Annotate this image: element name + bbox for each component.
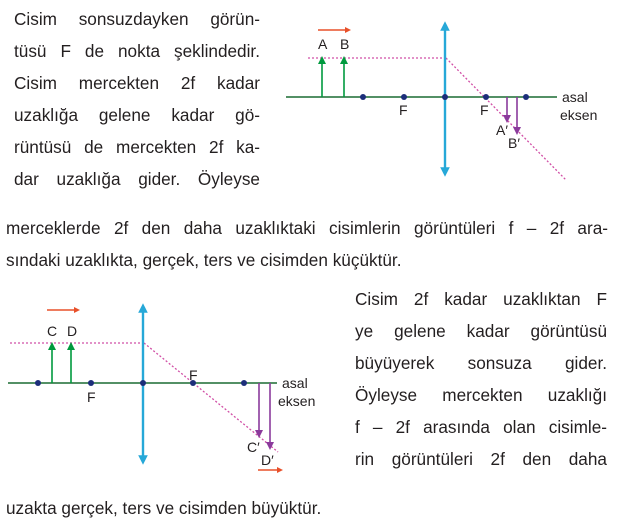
text-line: tüsü F de nokta şeklindedir. xyxy=(14,41,260,61)
point-2f-right xyxy=(241,380,247,386)
object-label-a: A xyxy=(318,36,328,52)
text-line: Cisim mercekten 2f kadar xyxy=(14,73,260,93)
text-line: rin görüntüleri 2f den daha xyxy=(355,449,607,469)
text-line: merceklerde 2f den daha uzaklıktaki cisimlerin görüntüleri f – 2f ara- xyxy=(6,218,608,238)
text-line: ye gelene kadar görüntüsü xyxy=(355,321,607,341)
text-line: sındaki uzaklıkta, gerçek, ters ve cisimden küçüktür. xyxy=(6,250,402,270)
text-line: uzaklığa gelene kadar gö- xyxy=(14,105,260,125)
diagram-2 xyxy=(8,308,315,470)
text-line: f – 2f arasında olan cisimle- xyxy=(355,417,607,437)
image-label-c: C′ xyxy=(247,439,260,455)
text-line: Cisim sonsuzdayken görün- xyxy=(14,9,260,29)
image-label-b: B′ xyxy=(508,135,520,151)
lens-center xyxy=(442,94,448,100)
focus-label-right: F xyxy=(189,367,198,383)
diagram-1 xyxy=(286,26,597,180)
focus-left xyxy=(401,94,407,100)
focus-left xyxy=(88,380,94,386)
axis-label-line1: asal xyxy=(282,375,308,391)
image-label-d: D′ xyxy=(261,452,274,468)
point-2f-left xyxy=(35,380,41,386)
point-2f-right xyxy=(523,94,529,100)
axis-label-line1: asal xyxy=(562,89,588,105)
object-label-b: B xyxy=(340,36,350,52)
ray-refracted xyxy=(144,343,278,452)
focus-label-left: F xyxy=(87,389,96,405)
text-line: dar uzaklığa gider. Öyleyse xyxy=(14,169,260,189)
object-label-d: D xyxy=(67,323,78,339)
focus-right xyxy=(483,94,489,100)
point-2f-left xyxy=(360,94,366,100)
axis-label-line2: eksen xyxy=(560,107,598,123)
axis-label-line2: eksen xyxy=(278,393,316,409)
text-line: uzakta gerçek, ters ve cisimden büyüktür. xyxy=(6,498,322,518)
lens-center xyxy=(140,380,146,386)
text-line: Cisim 2f kadar uzaklıktan F xyxy=(355,289,607,309)
focus-label-left: F xyxy=(399,102,408,118)
focus-label-right: F xyxy=(480,102,489,118)
object-label-c: C xyxy=(47,323,58,339)
image-label-a: A′ xyxy=(496,122,508,138)
text-line: büyüyerek sonsuza gider. xyxy=(355,353,607,373)
text-line: rüntüsü de mercekten 2f ka- xyxy=(14,137,260,157)
text-line: Öyleyse mercekten uzaklığı xyxy=(355,385,607,405)
ray-refracted xyxy=(446,58,566,180)
